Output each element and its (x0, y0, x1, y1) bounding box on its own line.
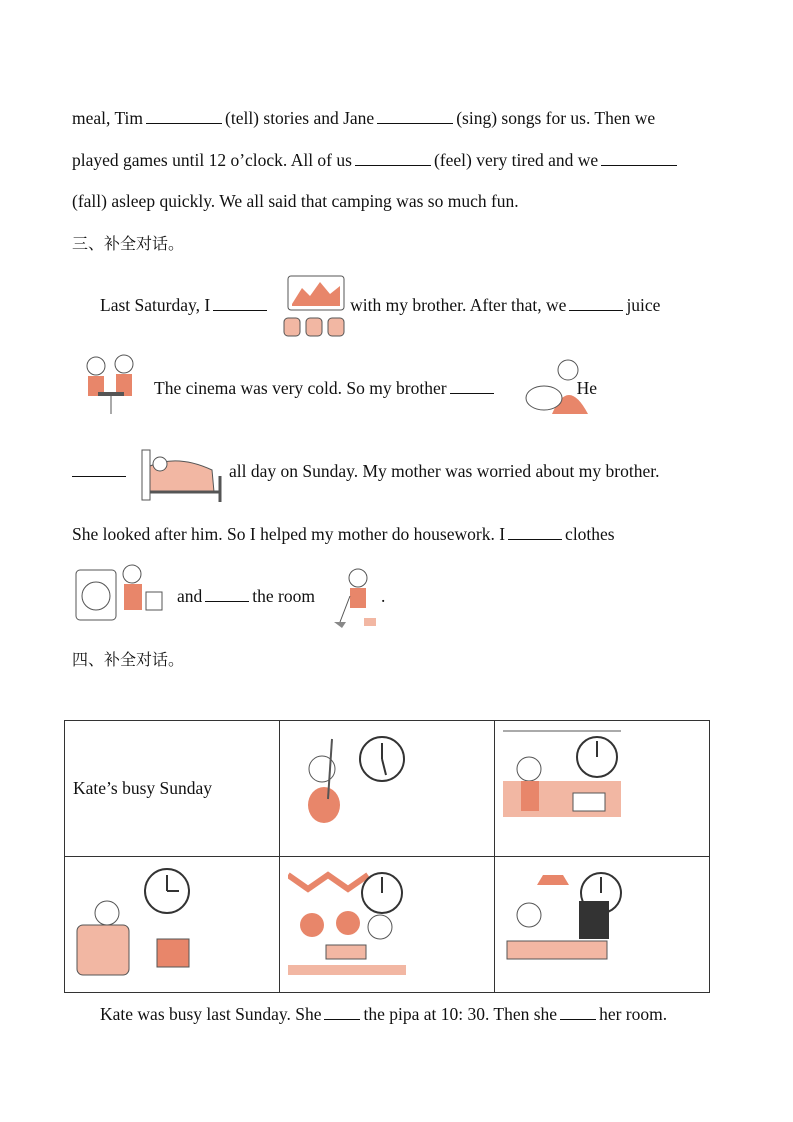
answer-blank[interactable] (569, 295, 623, 311)
answer-blank[interactable] (601, 150, 677, 166)
answer-blank[interactable] (72, 461, 126, 477)
table-cell-party (280, 857, 495, 993)
answer-blank[interactable] (377, 108, 453, 124)
sweeping-picture (334, 566, 380, 630)
sick-boy-picture (522, 356, 594, 416)
drinking-juice-picture (80, 352, 144, 416)
answer-blank[interactable] (146, 108, 222, 124)
s3-line-3: all day on Sunday. My mother was worried about my brother. (72, 460, 659, 482)
s3-line-2: The cinema was very cold. So my brother He (154, 378, 597, 398)
s3-line-5: and the room (177, 586, 315, 606)
table-cell-homework (495, 857, 710, 993)
doing-homework-picture (503, 865, 627, 985)
cinema-picture (280, 274, 350, 340)
answer-blank[interactable] (205, 586, 249, 602)
passage-line-1: meal, Tim (tell) stories and Jane (sing) songs for us. Then we (72, 108, 656, 128)
table-cell-tv (65, 857, 280, 993)
answer-blank[interactable] (355, 150, 431, 166)
section-3-heading: 三、补全对话。 (72, 234, 185, 253)
passage-line-2: played games until 12 o’clock. All of us (feel) very tired and we (72, 149, 680, 171)
s3-line-4: She looked after him. So I helped my mother do housework. I clothes (72, 524, 615, 544)
period: . (381, 586, 386, 606)
answer-blank[interactable] (213, 295, 267, 311)
passage-line-3: (fall) asleep quickly. We all said that camping was so much fun. (72, 191, 519, 211)
s3-line-1: Last Saturday, I with my brother. After that, we juice (100, 295, 661, 315)
watching-tv-picture (73, 865, 197, 985)
table-cell-title: Kate’s busy Sunday (65, 721, 280, 857)
s4-sentence: Kate was busy last Sunday. She the pipa at 10: 30. Then she her room. (100, 1004, 668, 1024)
section-4-heading: 四、补全对话。 (72, 650, 185, 669)
cleaning-room-picture (503, 729, 623, 839)
answer-blank[interactable] (450, 378, 494, 394)
playing-pipa-picture (288, 729, 408, 839)
boy-in-bed-picture (138, 440, 224, 506)
birthday-party-picture (288, 865, 412, 985)
answer-blank[interactable] (508, 524, 562, 540)
kate-sunday-table (64, 720, 710, 993)
answer-blank[interactable] (560, 1004, 596, 1020)
washing-clothes-picture (74, 562, 166, 628)
table-cell-cleaning (495, 721, 710, 857)
answer-blank[interactable] (324, 1004, 360, 1020)
table-cell-pipa (280, 721, 495, 857)
